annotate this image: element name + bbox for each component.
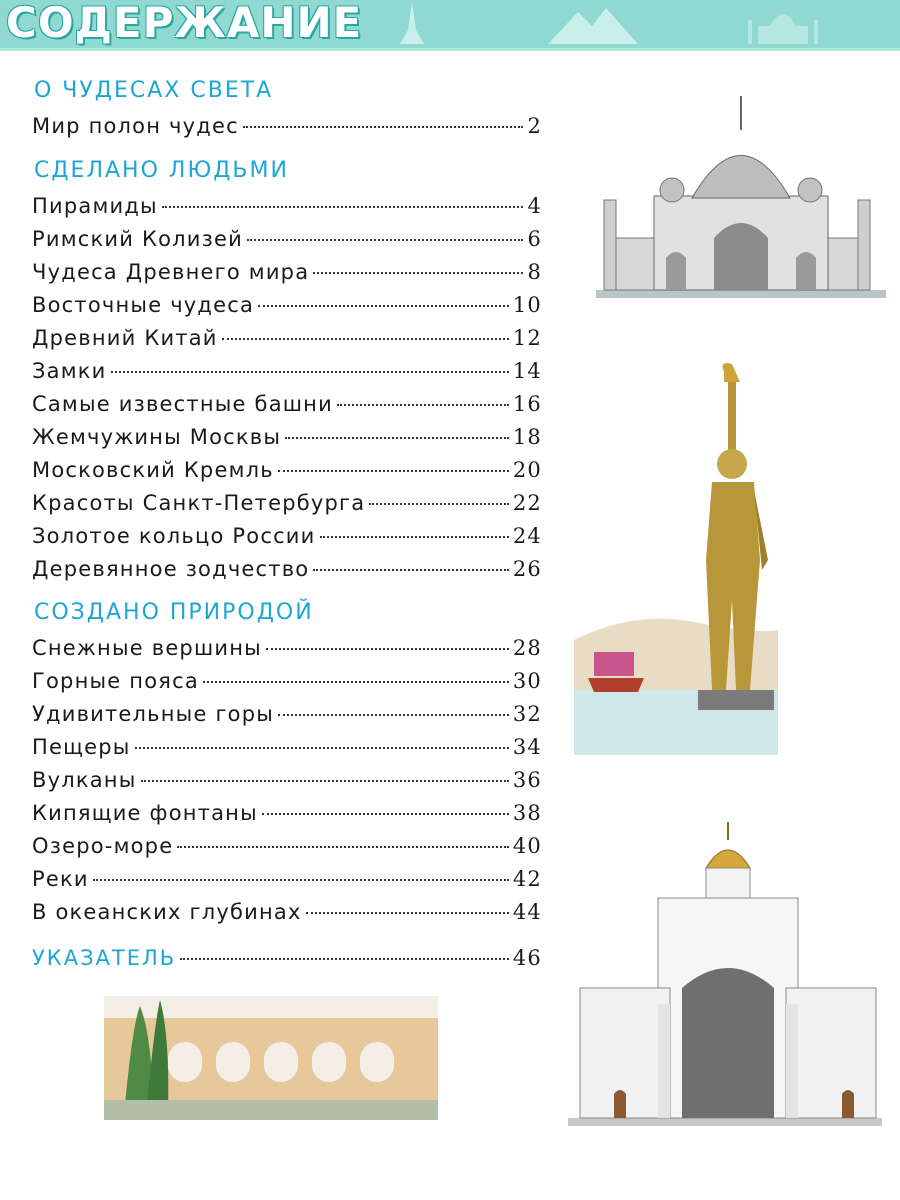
dot-leader [313, 272, 523, 274]
dot-leader [180, 958, 509, 960]
dot-leader [313, 569, 509, 571]
entry-page: 42 [512, 867, 542, 891]
entry-page: 18 [512, 425, 542, 449]
toc-entry[interactable] [32, 227, 542, 257]
entry-page: 2 [527, 114, 542, 138]
entry-page: 16 [512, 392, 542, 416]
toc-entry[interactable] [32, 425, 542, 455]
entry-label: Деревянное зодчество [32, 557, 310, 581]
entry-page: 6 [527, 227, 542, 251]
toc-entry[interactable] [32, 801, 542, 831]
palace-icon [738, 0, 828, 46]
entry-label: Реки [32, 867, 89, 891]
entry-page: 8 [527, 260, 542, 284]
entry-label: Пещеры [32, 735, 131, 759]
entry-label: Восточные чудеса [32, 293, 255, 317]
taj-mahal-illustration [596, 88, 886, 298]
entry-label: Удивительные горы [32, 702, 275, 726]
section-title: СДЕЛАНО ЛЮДЬМИ [34, 158, 289, 183]
dot-leader [111, 371, 509, 373]
toc-entry[interactable] [32, 326, 542, 356]
dot-leader [278, 714, 509, 716]
entry-page: 10 [512, 293, 542, 317]
entry-label: Вулканы [32, 768, 137, 792]
entry-label: В океанских глубинах [32, 900, 302, 924]
toc-entry[interactable] [32, 194, 542, 224]
entry-label: Самые известные башни [32, 392, 333, 416]
entry-label: Римский Колизей [32, 227, 243, 251]
toc-entry[interactable] [32, 867, 542, 897]
entry-page: 34 [512, 735, 542, 759]
toc-entry[interactable] [32, 636, 542, 666]
entry-label: Озеро-море [32, 834, 174, 858]
dot-leader [306, 912, 509, 914]
entry-page: 32 [512, 702, 542, 726]
entry-page: 24 [512, 524, 542, 548]
dot-leader [278, 470, 509, 472]
dot-leader [262, 813, 509, 815]
entry-page: 22 [512, 491, 542, 515]
entry-page: 14 [512, 359, 542, 383]
dot-leader [247, 239, 524, 241]
toc-entry[interactable] [32, 524, 542, 554]
entry-label: Золотое кольцо России [32, 524, 316, 548]
toc-entry[interactable] [32, 458, 542, 488]
dot-leader [369, 503, 509, 505]
section-title: СОЗДАНО ПРИРОДОЙ [34, 600, 314, 625]
entry-label: Чудеса Древнего мира [32, 260, 310, 284]
toc-entry-index[interactable] [32, 946, 542, 976]
entry-page: 4 [527, 194, 542, 218]
dot-leader [141, 780, 509, 782]
aqueduct-illustration [104, 996, 438, 1120]
toc-entry[interactable] [32, 359, 542, 389]
colossus-of-rhodes-illustration [574, 360, 778, 755]
dot-leader [93, 879, 509, 881]
section-title: О ЧУДЕСАХ СВЕТА [34, 78, 274, 103]
entry-label: Московский Кремль [32, 458, 274, 482]
tower-icon [392, 0, 432, 46]
dot-leader [177, 846, 509, 848]
entry-page: 12 [512, 326, 542, 350]
entry-label: Замки [32, 359, 107, 383]
entry-label: Горные пояса [32, 669, 199, 693]
entry-page: 36 [512, 768, 542, 792]
toc-entry[interactable] [32, 392, 542, 422]
dot-leader [266, 648, 509, 650]
dot-leader [203, 681, 509, 683]
entry-label: Древний Китай [32, 326, 218, 350]
toc-entry[interactable] [32, 900, 542, 930]
toc-entry[interactable] [32, 260, 542, 290]
toc-entry[interactable] [32, 702, 542, 732]
golden-gate-vladimir-illustration [568, 818, 882, 1126]
entry-page: 20 [512, 458, 542, 482]
entry-label: Кипящие фонтаны [32, 801, 258, 825]
toc-entry[interactable] [32, 293, 542, 323]
entry-label: Пирамиды [32, 194, 158, 218]
entry-page: 44 [512, 900, 542, 924]
toc-entry[interactable] [32, 834, 542, 864]
entry-page: 30 [512, 669, 542, 693]
mountain-icon [548, 0, 638, 46]
entry-page: 38 [512, 801, 542, 825]
toc-entry[interactable] [32, 114, 542, 144]
dot-leader [320, 536, 509, 538]
toc-entry[interactable] [32, 768, 542, 798]
entry-label: Жемчужины Москвы [32, 425, 282, 449]
toc-entry[interactable] [32, 491, 542, 521]
dot-leader [243, 126, 524, 128]
dot-leader [258, 305, 509, 307]
page-title: СОДЕРЖАНИЕ [6, 0, 363, 47]
toc-entry[interactable] [32, 735, 542, 765]
toc-entry[interactable] [32, 669, 542, 699]
dot-leader [285, 437, 509, 439]
entry-label: Красоты Санкт-Петербурга [32, 491, 366, 515]
entry-page: 40 [512, 834, 542, 858]
index-label: УКАЗАТЕЛЬ [32, 946, 177, 970]
dot-leader [162, 206, 524, 208]
dot-leader [337, 404, 509, 406]
entry-page: 28 [512, 636, 542, 660]
entry-label: Мир полон чудес [32, 114, 239, 138]
dot-leader [222, 338, 509, 340]
dot-leader [135, 747, 509, 749]
index-page: 46 [512, 946, 542, 970]
entry-label: Снежные вершины [32, 636, 262, 660]
toc-entry[interactable] [32, 557, 542, 587]
entry-page: 26 [512, 557, 542, 581]
header-band [0, 0, 900, 51]
